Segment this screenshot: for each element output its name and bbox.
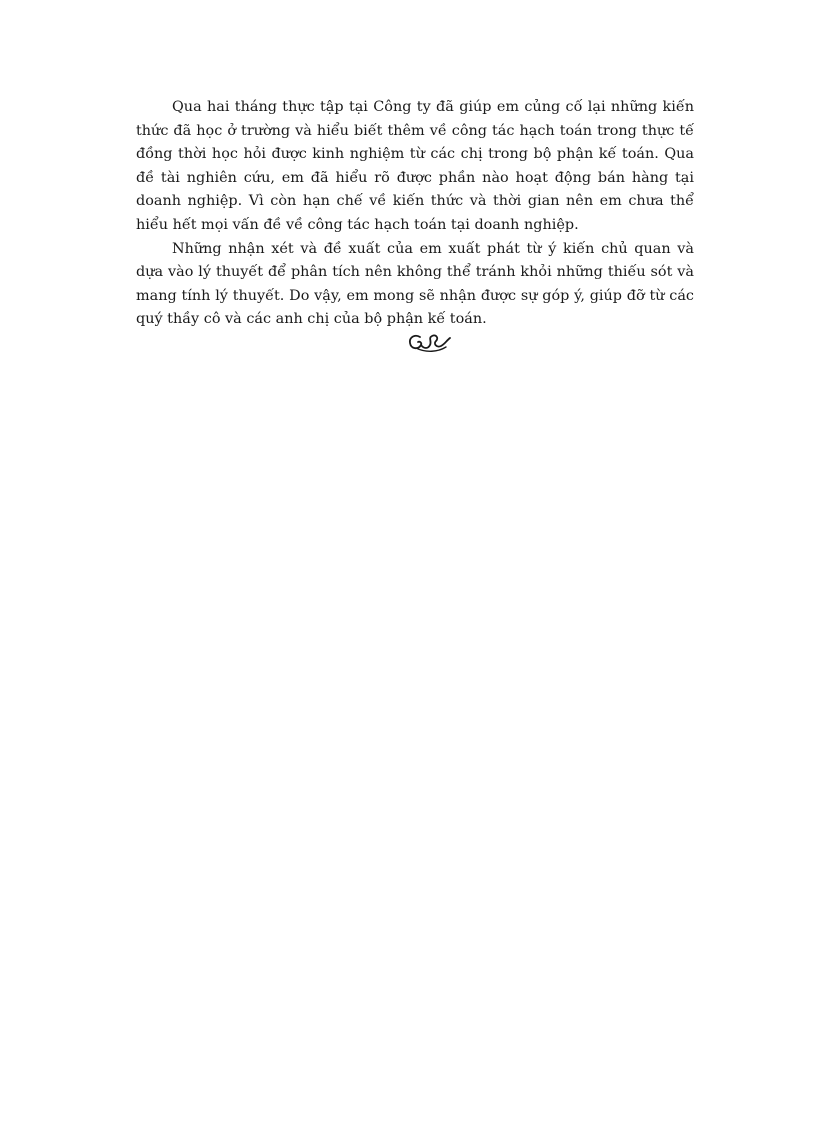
body-text — [136, 96, 694, 332]
paragraph-remarks: Những nhận xét và đề xuất của em xuất phát từ ý kiến chủ quan và dựa vào lý thuyết để phân tích nên không thể tránh khỏi những thiếu sót và mang tính lý thuyết. Do vậy, em mong sẽ nhận được sự góp ý, giúp đỡ từ các quý thầy cô và các anh chị của bộ phận kế toán. — [136, 240, 694, 328]
paragraph-internship-summary: Qua hai tháng thực tập tại Công ty đã giúp em củng cố lại những kiến thức đã học ở trường và hiểu biết thêm về công tác hạch toán trong thực tế đồng thời học hỏi được kinh nghiệm từ các chị trong bộ phận kế toán. Qua đề tài nghiên cứu, em đã hiểu rõ được phần nào hoạt động bán hàng tại doanh nghiệp. Vì còn hạn chế về kiến thức và thời gian nên em chưa thể hiểu hết mọi vấn đề về công tác hạch toán tại doanh nghiệp. — [136, 99, 694, 233]
flourish-ornament-icon — [406, 330, 454, 356]
